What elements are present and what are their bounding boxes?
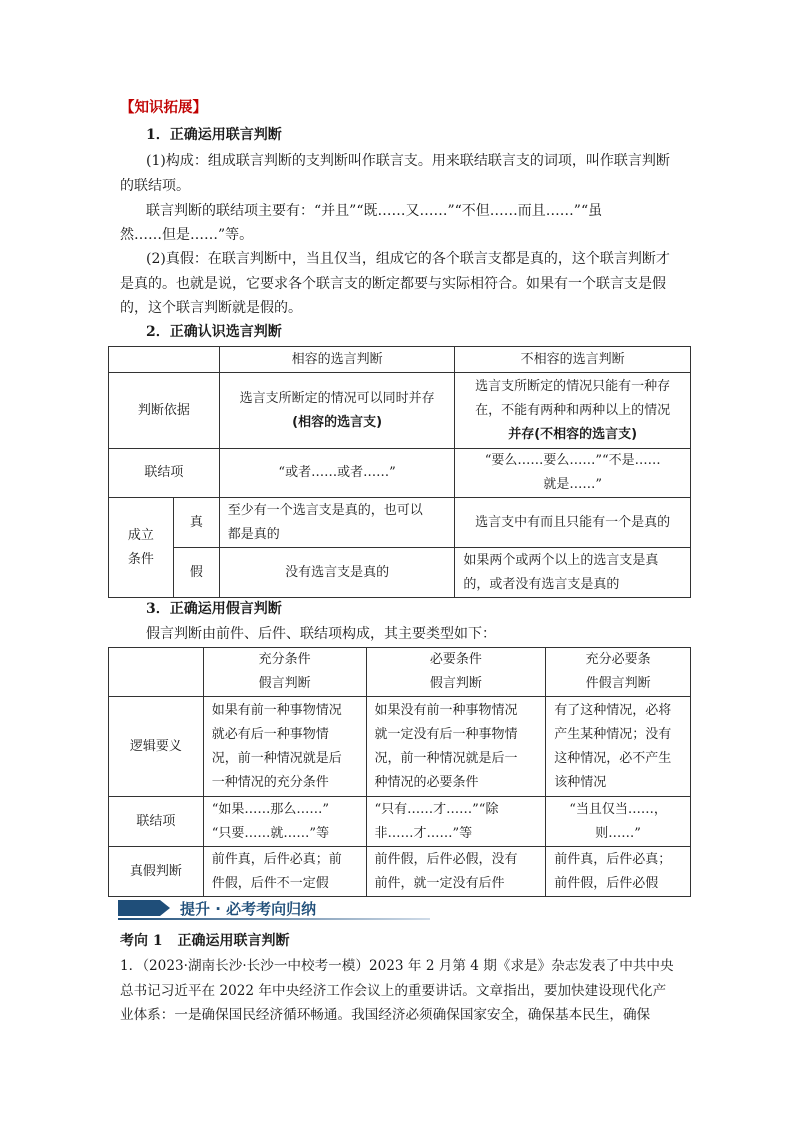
table3-header-both [546,648,691,697]
logic-sufficient-line: 如果有前一种事物情况 [211,702,342,718]
true-compatible-line1: 至少有一个选言支是真的，也可以 [227,502,423,518]
header-necessary-line1: 必要条件 [429,652,482,667]
logic-both-line: 这种情况，必不产生 [554,750,672,766]
truth-necessary-line: 前件，就一定没有后件 [374,875,505,891]
basis-incompatible-line2: 在，不能有两种和两种以上的情况 [475,402,671,418]
table2-false-label: 假 [173,548,219,598]
logic-necessary-line: 如果没有前一种事物情况 [374,702,518,718]
table2-header-compatible: 相容的选言判断 [219,347,455,373]
s1-p3-line3: 的，这个联言判断就是假的。 [120,300,302,316]
table2-basis-compatible [219,373,455,449]
hypothetical-table [108,647,691,897]
table3-row-logic: 逻辑要义 [109,697,204,797]
table2-true-incompatible: 选言支中有而且只能有一个是真的 [455,498,691,548]
truth-both-line: 前件真，后件必真； [554,851,672,867]
table2-conn-incompatible [455,449,691,498]
question-line1: 1．（2023·湖南长沙·长沙一中校考一模）2023 年 2 月第 4 期《求是》杂志发表了中共中央 [120,958,674,974]
basis-incompatible-line3: 并存(不相容的选言支) [508,426,638,442]
direction-title: 正确运用联言判断 [177,933,290,949]
true-compatible-line2: 都是真的 [227,526,280,542]
conn-sufficient-line: “只要……就……”等 [211,825,330,841]
table2-false-incompatible [455,548,691,598]
basis-compatible-line2: (相容的选言支) [292,414,383,430]
header-necessary-line2: 假言判断 [429,676,482,691]
table2-conn-compatible: “或者……或者……” [219,449,455,498]
condition-line1: 成立 [127,527,154,543]
section-3-heading: 3．正确运用假言判断 [146,601,282,617]
banner-arrow-icon [160,900,170,916]
table3-header-sufficient [203,648,366,697]
truth-sufficient-line: 前件真，后件必真；前 [211,851,342,867]
s1-p3-line1: (2)真假：在联言判断中，当且仅当，组成它的各个联言支都是真的，这个联言判断才 [146,251,670,267]
knowledge-title: 【知识拓展】 [120,99,207,116]
truth-necessary-line: 前件假，后件必假，没有 [374,851,518,867]
table2-true-compatible [219,498,455,548]
logic-both-line: 有了这种情况，必将 [554,702,672,718]
conn-incompatible-line2: 就是……” [543,477,602,492]
table2-row-connective: 联结项 [109,449,220,498]
question-line2: 总书记习近平在 2022 年中央经济工作会议上的重要讲话。文章指出，要加快建设现代化产 [120,983,667,999]
logic-necessary-line: 种情况的必要条件 [374,774,479,790]
table2-true-label: 真 [173,498,219,548]
section-3-intro: 假言判断由前件、后件、联结项构成，其主要类型如下： [146,626,496,642]
direction-heading [120,930,290,950]
conn-both-line: 则……” [595,825,641,841]
false-incompatible-line1: 如果两个或两个以上的选言支是真 [463,552,659,568]
basis-compatible-line1: 选言支所断定的情况可以同时并存 [239,390,435,406]
conn-necessary-line: 非……才……”等 [374,825,473,841]
logic-necessary-line: 就一定没有后一种事物情 [374,726,518,742]
header-sufficient-line1: 充分条件 [258,652,311,667]
condition-line2: 条件 [127,551,154,567]
direction-label: 考向 1 [120,933,163,949]
table3-truth-both [546,847,691,897]
s1-p1-line2: 的联结项。 [120,178,190,194]
table3-row-connective: 联结项 [109,797,204,847]
table2-false-compatible: 没有选言支是真的 [219,548,455,598]
table3-conn-sufficient [203,797,366,847]
table2-header-incompatible: 不相容的选言判断 [455,347,691,373]
table3-row-truth: 真假判断 [109,847,204,897]
header-both-line1: 充分必要条 [585,652,651,667]
banner-bar [118,900,160,916]
table3-truth-necessary [366,847,546,897]
logic-sufficient-line: 况，前一种情况就是后 [211,750,342,766]
truth-both-line: 前件假，后件必假 [554,875,659,891]
s1-p3-line2: 是真的。也就是说，它要求各个联言支的断定都要与实际相符合。如果有一个联言支是假 [120,276,666,292]
logic-necessary-line: 况，前一种情况就是后一 [374,750,518,766]
table3-conn-both [546,797,691,847]
truth-sufficient-line: 件假，后件不一定假 [211,875,329,891]
header-both-line2: 件假言判断 [585,676,651,691]
table3-truth-sufficient [203,847,366,897]
conn-necessary-line: “只有……才……”“除 [374,801,499,817]
logic-both-line: 产生某种情况；没有 [554,726,672,742]
table3-conn-necessary [366,797,546,847]
table2-corner [109,347,220,373]
disjunctive-table [108,346,691,598]
s1-p2-line2: 然……但是……”等。 [120,227,254,243]
logic-both-line: 该种情况 [554,774,607,790]
section-1-heading: 1．正确运用联言判断 [146,127,282,143]
question-line3: 业体系：一是确保国民经济循环畅通。我国经济必须确保国家安全，确保基本民生，确保 [120,1007,651,1023]
false-incompatible-line2: 的，或者没有选言支是真的 [463,576,620,592]
logic-sufficient-line: 就必有后一种事物情 [211,726,329,742]
s1-p2-line1: 联言判断的联结项主要有：“并且”“既……又……”“不但……而且……”“虽 [146,203,603,219]
conn-sufficient-line: “如果……那么……” [211,801,330,817]
s1-p1-line1: (1)构成：组成联言判断的支判断叫作联言支。用来联结联言支的词项，叫作联言判断 [146,153,670,169]
table3-corner [109,648,204,697]
table2-row-condition [109,498,174,598]
section-banner [118,896,430,922]
table3-logic-necessary [366,697,546,797]
banner-underline [118,918,430,920]
banner-title: 提升 · 必考考向归纳 [180,900,317,918]
section-2-heading: 2．正确认识选言判断 [146,324,282,340]
table2-row-basis: 判断依据 [109,373,220,449]
conn-incompatible-line1: “要么……要么……”“不是…… [484,453,661,468]
conn-both-line: “当且仅当……， [569,801,667,817]
header-sufficient-line2: 假言判断 [258,676,311,691]
logic-sufficient-line: 一种情况的充分条件 [211,774,329,790]
table2-basis-incompatible [455,373,691,449]
table3-logic-both [546,697,691,797]
basis-incompatible-line1: 选言支所断定的情况只能有一种存 [475,378,671,394]
table3-logic-sufficient [203,697,366,797]
table3-header-necessary [366,648,546,697]
